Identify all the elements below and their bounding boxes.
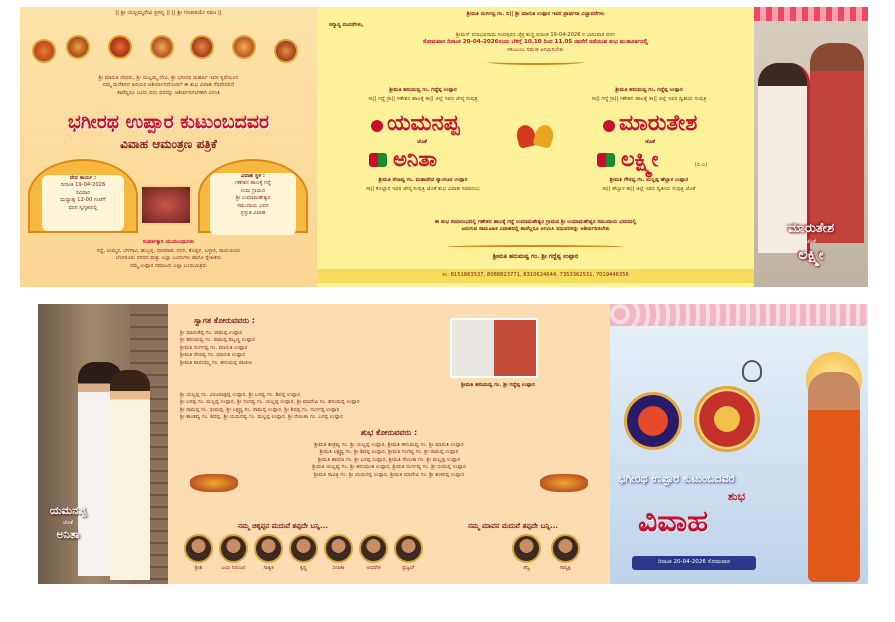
sage-figure bbox=[808, 372, 860, 582]
top-left-header: || ಶ್ರೀ ಯಲ್ಲಮ್ಮದೇವಿ ಪ್ರಸನ್ನ || || ಶ್ರೀ ಗಣಪತಯೇ ನಮಃ || bbox=[115, 10, 222, 16]
groom1-parents-sub: ಸಾ|| ಗದ್ದೆ ಗ್ರಾ|| ಗಣೇಶನ ಹಾಲಕ್ಕೆ ತಾ|| ಜಿಲ್ಲೆ ಇವರ ಜೇಷ್ಠ ಸುಪುತ್ರ bbox=[368, 96, 478, 102]
wishers-list bbox=[178, 442, 600, 479]
kids-row-right bbox=[512, 534, 580, 571]
bride1-parents-sub: ಸಾ|| ಕೊಲ್ಲಾರ ಇವರ ಜೇಷ್ಠ ಸುಪುತ್ರಿ ಜೊತೆ ಶುಭ ವಿವಾಹ ಸಮಾರಂಭ bbox=[366, 186, 480, 192]
with-label-1: ಜೊತೆ bbox=[417, 139, 427, 145]
intro-line: ಸಕುಟುಂಬ ಸಮೇತ ಆಗಮಿಸಬೇಕು bbox=[507, 46, 564, 53]
deity-medallion-left bbox=[624, 392, 682, 450]
blessing-line: ನಮ್ಮ ಮನೆತನದ ಹಿರಿಯರ ಆಶೀರ್ವಾದದೊಂದಿಗೆ ಈ ಶುಭ ವಿವಾಹ ನೆರವೇರಲಿದೆ bbox=[102, 82, 235, 89]
groom1-parents: ಶ್ರೀಮತಿ ಹನುಮವ್ವ ಗಂ. ಗದ್ದೆಪ್ಪ ಉಪ್ಪಾರ bbox=[389, 87, 457, 93]
footer-line: ಗದ್ದೆ, ಉಮ್ಮರ, ಬೆಳಗಾವಿ, ಹುಬ್ಬಳ್ಳಿ, ಧಾರವಾಡ, ಗದಗ, ಕೊಪ್ಪಳ, ಬಳ್ಳಾರಿ, ರಾಯಚೂರು bbox=[96, 248, 241, 254]
welcome-heading: ಸ್ವಾಗತ ಕೋರುವವರು : bbox=[194, 316, 255, 325]
kid-avatar: ತನ್ವಿ bbox=[512, 534, 541, 571]
event-line: ಶ್ರೀ ಉಮಾಮಹೇಶ್ವರ bbox=[235, 195, 271, 202]
event-line: ವರನ ಸ್ವಗೃಹದಲ್ಲಿ bbox=[68, 204, 98, 211]
wishers-heading: ಶುಭ ಕೋರುವವರು : bbox=[360, 428, 418, 437]
welcome-list-more bbox=[180, 392, 600, 422]
ganesha-icon bbox=[742, 360, 762, 382]
bride1-parents: ಶ್ರೀಮತಿ ರೇಣವ್ವ ಗಂ. ಮಹಾದೇವ ಸ್ಯಾಂಗೂರ ಉಪ್ಪಾರ bbox=[378, 177, 468, 183]
top-right-with: ಜೊತೆ bbox=[806, 239, 816, 245]
family-title: ಭಗೀರಥ ಉಪ್ಪಾರ ಕುಟುಂಬದವರ bbox=[67, 111, 270, 133]
event-left-box bbox=[42, 175, 124, 231]
with-label-2: ಜೊತೆ bbox=[645, 139, 655, 145]
welcome-line: ಶ್ರೀ ಶಾಂತವ್ವ ಗಂ. ಶಿವಪ್ಪ, ಶ್ರೀ ಯಮನವ್ವ ಗಂ. ಮಲ್ಲಪ್ಪ ಉಪ್ಪಾರ, ಶ್ರೀ ರೇಣುಕಾ ಗಂ. ಬಸಪ್ಪ ಉಪ್ಪಾರ bbox=[180, 414, 343, 421]
venue-text bbox=[323, 219, 748, 234]
event-line: ಉಮ ಗ್ರಾಮದ bbox=[240, 187, 266, 194]
ornament-divider bbox=[487, 59, 584, 65]
vivaha-title: ವಿವಾಹ bbox=[638, 504, 708, 539]
deity-icon-3 bbox=[108, 35, 132, 59]
venue-line: ಈ ಶುಭ ಸಮಾರಂಭದಲ್ಲಿ ಗಣೇಶನ ಹಾಲಕ್ಕೆ ಗದ್ದೆ ಉಮಾಮಹೇಶ್ವರ ಗ್ರಾಮದ ಶ್ರೀ ಉಮಾಮಹೇಶ್ವರ ಸಮುದಾಯ ಭವನದಲ್ಲಿ bbox=[434, 219, 637, 225]
kids-row-left bbox=[184, 534, 423, 571]
event-line: ರವಿವಾರ bbox=[76, 189, 90, 196]
welcome-list bbox=[180, 330, 450, 367]
welcome-line: ಶ್ರೀಮತಿ ರೇಣವ್ವ ಗಂ. ಮಾರುತಿ ಉಪ್ಪಾರ bbox=[180, 352, 245, 359]
footer-text bbox=[24, 248, 313, 270]
deity-medallion-right bbox=[694, 386, 760, 452]
hosts-line: ಶ್ರೀಮತಿ ಹನುಮವ್ವ ಗಂ. ಶ್ರೀ ಗದ್ದೆಪ್ಪ ಉಪ್ಪಾರ bbox=[492, 253, 579, 260]
groom2-badge-icon bbox=[603, 120, 615, 132]
kids-heading-right: ನಮ್ಮ ಮಾವನ ಮದುವೆ ತಪ್ಪದೇ ಬನ್ನಿ... bbox=[468, 522, 559, 530]
kid-avatar: ಸಾನ್ವಿಕ್ಷಿ bbox=[551, 534, 580, 571]
kid-avatar: ಜಯ ನಿರಂಜನ bbox=[219, 534, 248, 571]
date-banner bbox=[632, 556, 756, 570]
welcome-line: ಶ್ರೀ ಹನುಮವ್ವ ಗಂ. ರಾಮಪ್ಪ ಡಬ್ಬಣ್ಣ ಉಪ್ಪಾರ bbox=[180, 337, 256, 344]
date-text: ದಿನಾಂಕ 20-04-2026 ಸೋಮವಾರ bbox=[658, 559, 730, 565]
top-right-bride-name: ಲಕ್ಷ್ಮೀ bbox=[798, 247, 824, 263]
bride2-parents-sub: ಸಾ|| ಹೆಬ್ಬಾಳ ತಾ|| ಜಿಲ್ಲೆ ಇವರ ದ್ವಿತೀಯ ಸುಪುತ್ರಿ ಜೊತೆ bbox=[602, 186, 696, 192]
intro-line: ಸೋಮವಾರ ದಿನಾಂಕ 20-04-2026ರಂದು ಬೆಳಿಗ್ಗೆ 10.10 ರಿಂದ 11.05 ರವರೆಗೆ ನಡೆಯುವ ಶುಭ ಮುಹೂರ್ತದಲ್ಲಿ bbox=[422, 39, 649, 46]
kid-avatar: ದೀಪಿಕಾ bbox=[324, 534, 353, 571]
bottom-left-with: ಜೊತೆ bbox=[63, 520, 73, 526]
parents-photo bbox=[450, 318, 538, 378]
flower-border bbox=[610, 304, 868, 326]
bride1-badge-icon bbox=[369, 153, 387, 167]
phones-line: ಸಂ: 8151863537, 8088823771, 8310624644, 7353362531, 7019446356 bbox=[442, 272, 629, 278]
drum-icon-left bbox=[190, 474, 238, 492]
event-line: ದಿನಾಂಕ 19-04-2026 bbox=[60, 182, 106, 189]
intro-text bbox=[327, 32, 744, 54]
greeting: ಸನ್ಮಾನ್ಯ ವಂದನೆಗಳು, bbox=[329, 22, 364, 28]
couple-photo-groom bbox=[810, 43, 864, 243]
kids-heading-left: ನಮ್ಮ ಚಿಕ್ಕಪ್ಪನ ಮದುವೆ ತಪ್ಪದೇ ಬನ್ನಿ... bbox=[238, 522, 328, 530]
welcome-line: ಶ್ರೀ ಮಾರುತೆಪ್ಪ ಗಂ. ರಾಮಪ್ಪ ಉಪ್ಪಾರ bbox=[180, 330, 243, 336]
bride2-name: ಲಕ್ಷ್ಮೀ bbox=[621, 147, 659, 171]
kid-avatar: ಕೃಷ್ಣ bbox=[289, 534, 318, 571]
deity-icon-4 bbox=[150, 35, 174, 59]
deity-icon-2 bbox=[66, 35, 90, 59]
footer-heading: ಸಂಪರ್ಕಕ್ಕಾಗಿ ಯುವಬಂಧುಗಳು bbox=[142, 239, 195, 245]
bottom-left-bride-name: ಅನಿತಾ bbox=[56, 528, 80, 541]
shubha-label: ಶುಭ bbox=[728, 490, 746, 503]
deity-icon-7 bbox=[274, 39, 298, 63]
kid-avatar: ಅಭಿಷೇಕ bbox=[359, 534, 388, 571]
ornament-divider-2 bbox=[447, 245, 624, 249]
event-line: ಮಧ್ಯಾಹ್ನ 12-00 ಗಂಟೆಗೆ bbox=[60, 197, 106, 204]
bell-icon bbox=[513, 119, 557, 159]
top-right-groom-name: ಮಾರುತೇಶ bbox=[787, 221, 835, 236]
welcome-line: ಶ್ರೀ ಬಸಪ್ಪ ಗಂ. ಮಲ್ಲಪ್ಪ ಉಪ್ಪಾರ, ಶ್ರೀ ಗಂಗವ್ವ ಗಂ. ಯಲ್ಲಪ್ಪ ಉಪ್ಪಾರ, ಶ್ರೀ ಮಾದೇವಿ ಗಂ. ಹನುಮಪ್ಪ ಉಪ್ಪಾರ bbox=[180, 399, 360, 406]
event-line: ದೇವ ಕಾರ್ಯ : bbox=[69, 175, 97, 181]
phones-bar bbox=[317, 269, 754, 283]
bottom-left-groom-name: ಯಮನಪ್ಪ bbox=[49, 504, 87, 517]
welcome-line: ಶ್ರೀ ಯಲ್ಲಪ್ಪ ಗಂ. ವಿರೂಪಾಕ್ಷಪ್ಪ ಉಪ್ಪಾರ, ಶ್ರೀ ಬಸವ್ವ ಗಂ. ಶಿವಪ್ಪ ಉಪ್ಪಾರ bbox=[180, 392, 301, 398]
blessing-line: ತಾವೆಲ್ಲರೂ ಬಂದು ವಧು ವರರನ್ನು ಆಶೀರ್ವದಿಸಬೇಕಾಗಿ ವಿನಂತಿ bbox=[117, 89, 220, 96]
blessing-text bbox=[28, 75, 309, 97]
venue-line: ಜರುಗುವ ಸಾಮೂಹಿಕ ವಿವಾಹದಲ್ಲಿ ತಾವೆಲ್ಲರೂ ಆಗಮಿಸಿ ವಧುವರರನ್ನು ಆಶೀರ್ವದಿಸಬೇಕು bbox=[461, 226, 610, 233]
top-right-panel bbox=[754, 7, 868, 287]
intro-line: ಶ್ರೀಮನ್ ಪರಾಭವನಾಮ ಸಂವತ್ಸರದ ಚೈತ್ರ ಶುದ್ಧ ದಿನಾಂಕ 19-04-2026 ರ ಭಾನುವಾರ ವರನ bbox=[456, 32, 615, 38]
couple-photo-bride bbox=[110, 370, 150, 580]
groom1-badge-icon bbox=[371, 120, 383, 132]
top-left-panel bbox=[20, 7, 317, 287]
top-middle-panel bbox=[317, 7, 754, 287]
drum-icon-right bbox=[540, 474, 588, 492]
groom2-parents-sub: ಸಾ|| ಗದ್ದೆ ಗ್ರಾ|| ಗಣೇಶನ ಹಾಲಕ್ಕೆ ತಾ|| ಜಿಲ್ಲೆ ಇವರ ದ್ವಿತೀಯ ಸುಪುತ್ರ bbox=[591, 96, 707, 102]
deity-icon-6 bbox=[232, 35, 256, 59]
wishers-line: ಶ್ರೀಮತಿ ಯಲ್ಲವ್ವ ಗಂ. ಶ್ರೀ ಹನುಮಂತ ಉಪ್ಪಾರ, ಶ್ರೀಮತಿ ದುರ್ಗವ್ವ ಗಂ. ಶ್ರೀ ಭೀಮಪ್ಪ ಉಪ್ಪಾರ bbox=[312, 464, 466, 471]
invite-title: ವಿವಾಹ ಆಮಂತ್ರಣ ಪತ್ರಿಕೆ bbox=[120, 137, 217, 151]
footer-line: ಬೆಂಗಳೂರು ನಗರದ ಮತ್ತು ಎಲ್ಲಾ ಬಂಧುಗಳು ಹಾಗೂ ಸ್ನೇಹಿತರು bbox=[115, 255, 222, 262]
groom2-parents: ಶ್ರೀಮತಿ ಹನುಮವ್ವ ಗಂ. ಗದ್ದೆಪ್ಪ ಉಪ್ಪಾರ bbox=[615, 87, 683, 93]
wishers-line: ಶ್ರೀಮತಿ ಸಾವಿತ್ರಿ ಗಂ. ಶ್ರೀ ಯಮನಪ್ಪ ಉಪ್ಪಾರ, ಶ್ರೀಮತಿ ಮಾದೇವಿ ಗಂ. ಶ್ರೀ ಶಂಕರಪ್ಪ ಉಪ್ಪಾರ bbox=[313, 471, 465, 478]
kid-avatar: ಶ್ರೀಶ bbox=[184, 534, 213, 571]
deity-icon-5 bbox=[190, 35, 214, 59]
flower-garland bbox=[754, 7, 868, 21]
bottom-middle-panel bbox=[168, 304, 610, 584]
kid-avatar: ಸಾತ್ವಿಕ bbox=[254, 534, 283, 571]
groom1-name: ಯಮನಪ್ಪ bbox=[387, 111, 460, 136]
bride2-parents: ಶ್ರೀಮತಿ ಗೌರವ್ವ ಗಂ. ಮಲ್ಲಪ್ಪ ಹೆಬ್ಬಾಳ ಉಪ್ಪಾರ bbox=[609, 177, 689, 183]
wishers-line: ಶ್ರೀಮತಿ ಲಕ್ಷ್ಮವ್ವ ಗಂ. ಶ್ರೀ ಶಿವಪ್ಪ ಉಪ್ಪಾರ, ಶ್ರೀಮತಿ ಗಂಗವ್ವ ಗಂ. ಶ್ರೀ ರಾಮಪ್ಪ ಉಪ್ಪಾರ bbox=[319, 449, 459, 456]
event-line: ಪ್ರಸ್ತುತ ವಿವಾಹ bbox=[240, 210, 266, 217]
blessing-line: ಶ್ರೀ ಮಾರುತಿ ದೇವರು, ಶ್ರೀ ಯಲ್ಲಮ್ಮ ದೇವಿ, ಶ್ರೀ ಭಗೀರಥ ಮಹರ್ಷಿ ಇವರ ಕೃಪೆಯಿಂದ bbox=[98, 75, 239, 81]
bride2-badge-icon bbox=[597, 153, 615, 167]
deity-icon-1 bbox=[32, 39, 56, 63]
top-middle-header: ಶ್ರೀಮತಿ ದುರ್ಗವ್ವ ಗಂ. ದಿ|| ಶ್ರೀ ಮಾರುತಿ ಉಪ್ಪಾರ ಇವರ ಪ್ರಾರ್ಥನಾ ವಿಜ್ಞಾಪನೆಗಳು bbox=[466, 11, 605, 17]
event-line: ಗಣೇಶನ ಹಾಲಕ್ಕೆ ಗದ್ದೆ bbox=[235, 180, 271, 187]
bottom-right-family-title: ಭಗೀರಥ ಉಪ್ಪಾರ ಕುಟುಂಬದವರ bbox=[618, 472, 735, 485]
event-line: ವಿವಾಹ ಸ್ಥಳ : bbox=[241, 173, 265, 179]
welcome-line: ಶ್ರೀ ರಾಮಪ್ಪ ಗಂ. ಭೀಮಪ್ಪ, ಶ್ರೀ ಲಕ್ಷ್ಮವ್ವ ಗಂ. ರಾಮಪ್ಪ ಉಪ್ಪಾರ, ಶ್ರೀ ಶಿವಪ್ಪ ಗಂ. ದುರ್ಗಪ್ಪ ಉಪ್ಪಾರ bbox=[180, 406, 340, 413]
footer-line: ನಮ್ಮ ಉಪ್ಪಾರ ಸಮಾಜದ ಎಲ್ಲಾ ಬಂಧುಮಿತ್ರರು bbox=[130, 262, 207, 269]
bottom-left-panel bbox=[38, 304, 168, 584]
event-line: ಸಮುದಾಯ ಭವನ bbox=[237, 202, 269, 209]
groom2-name: ಮಾರುತೇಶ bbox=[619, 111, 698, 136]
event-right-box bbox=[210, 173, 296, 235]
kid-avatar: ಪ್ರಜ್ವಲ್ bbox=[394, 534, 423, 571]
bottom-right-panel bbox=[610, 304, 868, 584]
parents-photo-caption: ಶ್ರೀಮತಿ ಹನುಮವ್ವ ಗಂ. ಶ್ರೀ ಗದ್ದೆಪ್ಪ ಉಪ್ಪಾರ bbox=[461, 382, 535, 388]
welcome-line: ಶ್ರೀಮತಿ ದುರ್ಗವ್ವ ಗಂ. ಮಾರುತಿ ಉಪ್ಪಾರ bbox=[180, 344, 248, 351]
bride2-degree: (ಬಿ.ಎ) bbox=[694, 162, 708, 168]
wishers-line: ಶ್ರೀಮತಿ ಶಂಕ್ರವ್ವ ಗಂ. ಶ್ರೀ ಯಲ್ಲಪ್ಪ ಉಪ್ಪಾರ, ಶ್ರೀಮತಿ ಹನುಮವ್ವ ಗಂ. ಶ್ರೀ ಮಾರುತಿ ಉಪ್ಪಾರ bbox=[314, 442, 464, 448]
couple-hands-image bbox=[140, 185, 192, 225]
welcome-line: ಶ್ರೀಮತಿ ಶಾರದಮ್ಮ ಗಂ. ಹನುಮಪ್ಪ ಪಾಟೀಲ bbox=[180, 359, 253, 366]
wishers-line: ಶ್ರೀಮತಿ ಶಾರದಾ ಗಂ. ಶ್ರೀ ಬಸಪ್ಪ ಉಪ್ಪಾರ, ಶ್ರೀಮತಿ ರೇಣುಕಾ ಗಂ. ಶ್ರೀ ಮಲ್ಲಪ್ಪ ಉಪ್ಪಾರ bbox=[317, 456, 461, 463]
bride1-name: ಅನಿತಾ bbox=[393, 147, 438, 171]
